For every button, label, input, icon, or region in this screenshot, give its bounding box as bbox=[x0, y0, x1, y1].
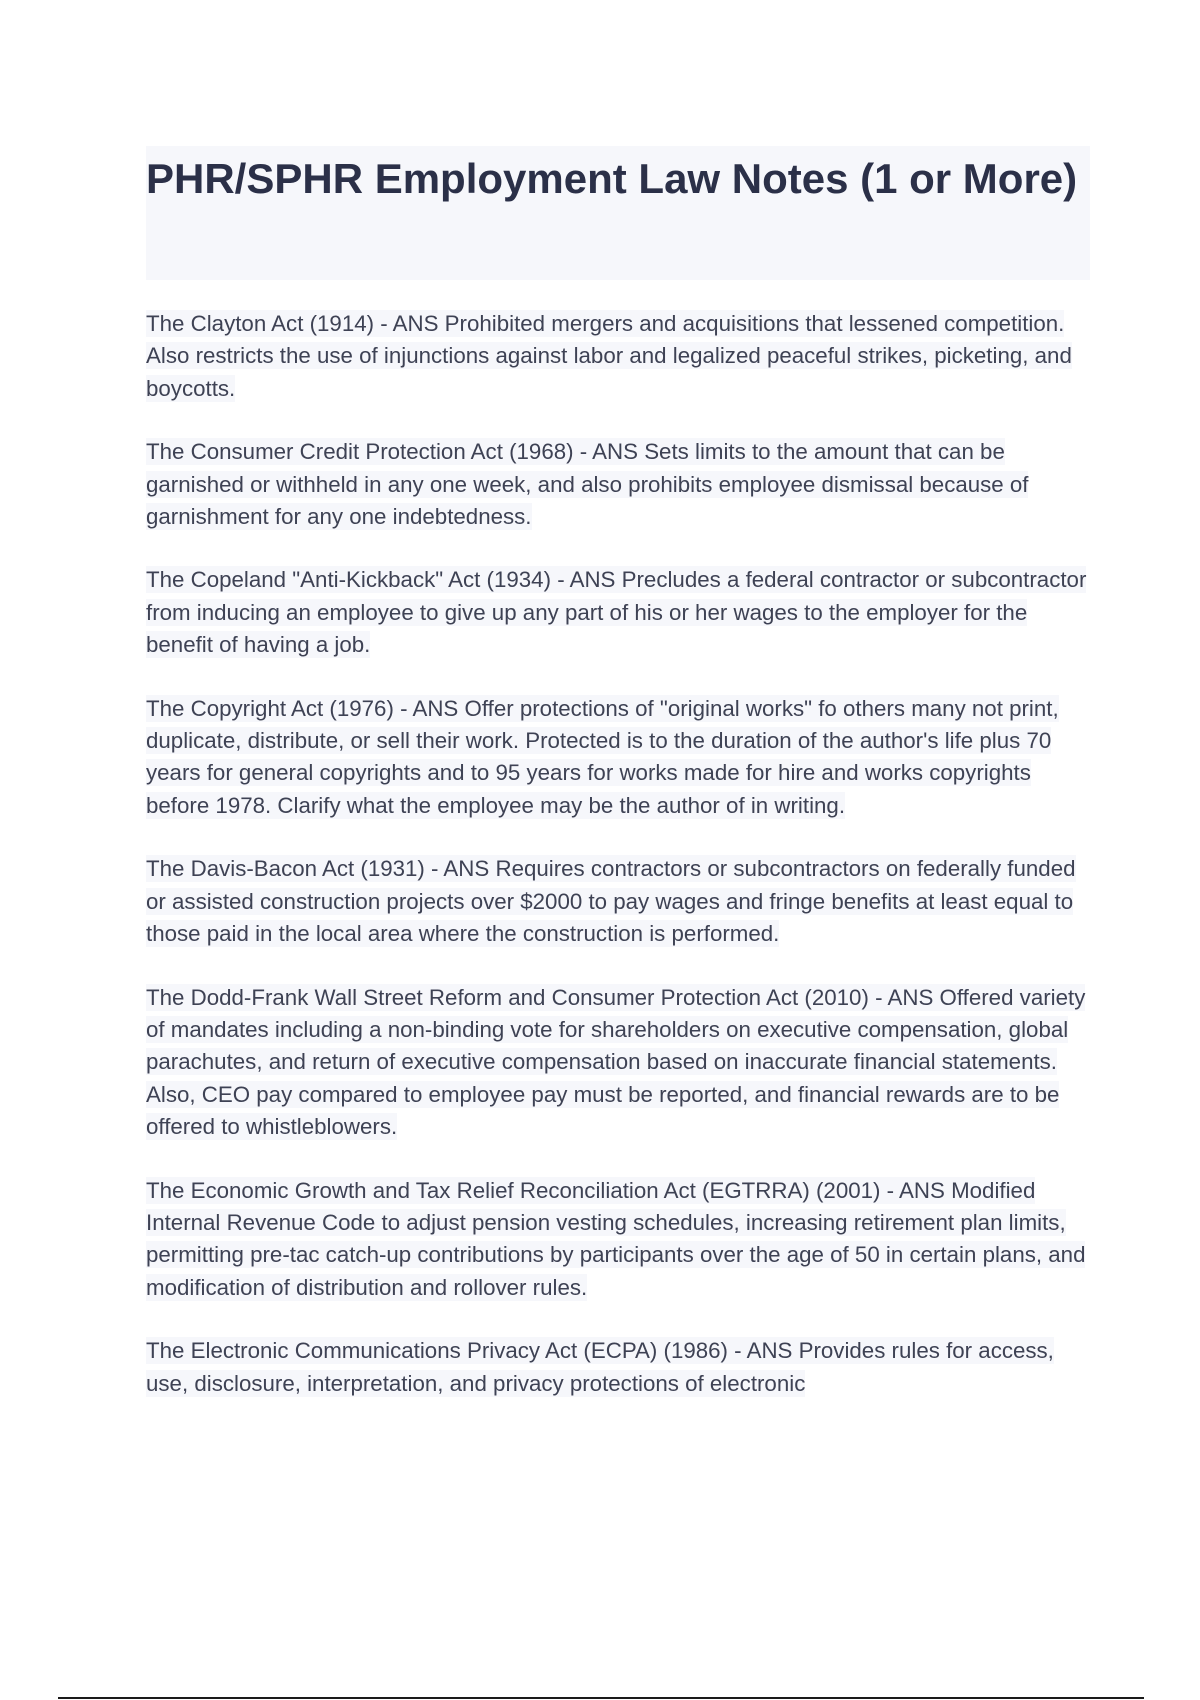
entry-term: The Copyright Act (1976) bbox=[146, 695, 394, 721]
entry-answer: Prohibited mergers and acquisitions that lessened competition. Also restricts the use of injunctions against labor and legalized peaceful strikes, picketing, and boycotts. bbox=[146, 311, 1072, 401]
entry-answer: Provides rules for access, use, disclosure, interpretation, and privacy protections of electronic bbox=[146, 1338, 1054, 1396]
entry-text bbox=[146, 438, 1028, 530]
page-title: PHR/SPHR Employment Law Notes (1 or More) bbox=[146, 155, 1078, 202]
list-item bbox=[146, 982, 1090, 1144]
entry-separator: - ANS bbox=[868, 984, 940, 1010]
entry-answer: Offer protections of "original works" fo others many not print, duplicate, distribute, or sell their work. Protected is to the duration of the author's life plus 70 years for general copyrights and to 95 years for works made for hire and works copyrights before 1978. Clarify what the employee may be the author of in writing. bbox=[146, 695, 1059, 818]
entry-answer: Precludes a federal contractor or subcontractor from inducing an employee to give up any part of his or her wages to the employer for the benefit of having a job. bbox=[146, 567, 1087, 658]
entry-answer: Sets limits to the amount that can be garnished or withheld in any one week, and also prohibits employee dismissal because of garnishment for any one indebtedness. bbox=[146, 439, 1029, 530]
entry-term: The Economic Growth and Tax Relief Reconciliation Act (EGTRRA) (2001) bbox=[146, 1177, 881, 1203]
entry-term: The Consumer Credit Protection Act (1968) bbox=[146, 439, 574, 465]
entry-term: The Copeland "Anti-Kickback" Act (1934) bbox=[146, 567, 551, 593]
entry-separator: - ANS bbox=[374, 311, 445, 336]
list-item bbox=[146, 436, 1090, 533]
entry-separator: - ANS bbox=[393, 695, 465, 721]
entry-term: The Electronic Communications Privacy Act (ECPA) (1986) bbox=[146, 1338, 728, 1364]
entry-text bbox=[146, 566, 1086, 658]
list-item bbox=[146, 693, 1090, 823]
entry-text bbox=[146, 310, 1072, 402]
entry-separator: - ANS bbox=[880, 1177, 952, 1203]
entry-term: The Dodd-Frank Wall Street Reform and Consumer Protection Act (2010) bbox=[146, 984, 869, 1010]
entry-answer: Offered variety of mandates including a non-binding vote for shareholders on executive compensation, global parachutes, and return of executive compensation based on inaccurate financial statements. Also, CEO pay compared to employee pay must be reported, and financial rewards are to be offered to whistleblowers. bbox=[146, 984, 1086, 1140]
entry-separator: - ANS bbox=[573, 439, 645, 465]
list-item bbox=[146, 1335, 1090, 1400]
entry-text bbox=[146, 1337, 1054, 1396]
entry-separator: - ANS bbox=[424, 856, 496, 882]
list-item bbox=[146, 853, 1090, 950]
entry-separator: - ANS bbox=[727, 1338, 799, 1364]
list-item bbox=[146, 308, 1090, 405]
list-item bbox=[146, 1175, 1090, 1305]
entry-term: The Davis-Bacon Act (1931) bbox=[146, 856, 425, 882]
footer-rule bbox=[58, 1697, 1144, 1699]
entry-answer: Modified Internal Revenue Code to adjust pension vesting schedules, increasing retirement plan limits, permitting pre-tac catch-up contributions by participants over the age of 50 in certain plans, and modification of distribution and rollover rules. bbox=[146, 1177, 1086, 1300]
entry-term: The Clayton Act (1914) bbox=[146, 311, 375, 336]
entry-text bbox=[146, 984, 1085, 1141]
entry-separator: - ANS bbox=[551, 567, 622, 593]
entry-list bbox=[146, 308, 1090, 1431]
list-item bbox=[146, 564, 1090, 661]
entry-answer: Requires contractors or subcontractors on federally funded or assisted construction projects over $2000 to pay wages and fringe benefits at least equal to those paid in the local area where the construction is performed. bbox=[146, 856, 1076, 947]
entry-text bbox=[146, 1177, 1085, 1301]
title-block bbox=[146, 146, 1090, 280]
entry-text bbox=[146, 855, 1076, 947]
entry-text bbox=[146, 695, 1059, 819]
